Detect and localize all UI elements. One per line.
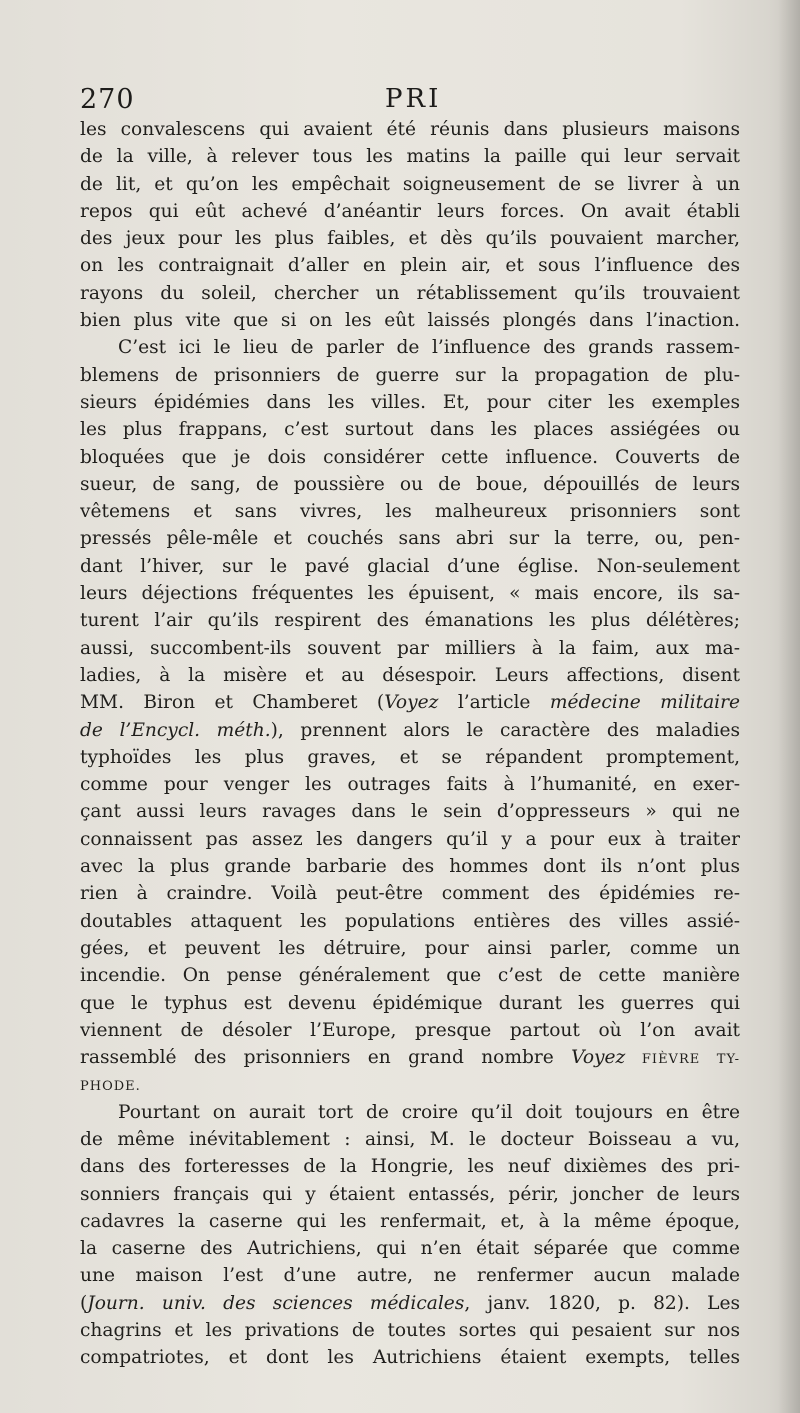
text-line: sueur, de sang, de poussière ou de boue, dépouillés de leurs bbox=[80, 473, 740, 495]
italic-source: de l’Encycl. méth. bbox=[80, 719, 271, 741]
text-line: de la ville, à relever tous les matins la paille qui leur servait bbox=[80, 146, 740, 168]
italic-voyez: Voyez bbox=[384, 692, 439, 714]
text-line: bien plus vite que si on les eût laissés plongés dans l’inaction. bbox=[80, 310, 740, 332]
text-line bbox=[80, 1071, 740, 1098]
text-line: çant aussi leurs ravages dans le sein d’oppresseurs » qui ne bbox=[80, 801, 740, 823]
text-line: rien à craindre. Voilà peut-être comment des épidémies re- bbox=[80, 883, 740, 905]
text-line: connaissent pas assez les dangers qu’il y a pour eux à traiter bbox=[80, 828, 740, 850]
italic-journal-title: Journ. univ. des sciences médicales bbox=[87, 1292, 465, 1314]
text-line: ladies, à la misère et au désespoir. Leurs affections, disent bbox=[80, 664, 740, 686]
text-line: de même inévitablement : ainsi, M. le docteur Boisseau a vu, bbox=[80, 1128, 740, 1150]
running-head: PRI bbox=[385, 84, 442, 114]
cross-reference: PHODE. bbox=[80, 1079, 141, 1095]
text-line: des jeux pour les plus faibles, et dès qu’ils pouvaient marcher, bbox=[80, 228, 740, 250]
page-number: 270 bbox=[80, 84, 135, 115]
text-line: doutables attaquent les populations entières des villes assié- bbox=[80, 910, 740, 932]
text-line: pressés pêle-mêle et couchés sans abri sur la terre, ou, pen- bbox=[80, 528, 740, 550]
text-line: rassemblé des prisonniers en grand nombre Voyez FIÈVRE TY- bbox=[80, 1047, 740, 1069]
text-line: MM. Biron et Chamberet (Voyez l’article médecine militaire bbox=[80, 692, 740, 714]
text-line: chagrins et les privations de toutes sortes qui pesaient sur nos bbox=[80, 1320, 740, 1342]
text-line: cadavres la caserne qui les renfermait, et, à la même époque, bbox=[80, 1210, 740, 1232]
text-line: de lit, et qu’on les empêchait soigneusement de se livrer à un bbox=[80, 173, 740, 195]
text-line: aussi, succombent-ils souvent par milliers à la faim, aux ma- bbox=[80, 637, 740, 659]
text-line: que le typhus est devenu épidémique durant les guerres qui bbox=[80, 992, 740, 1014]
text-line: compatriotes, et dont les Autrichiens étaient exempts, telles bbox=[80, 1347, 740, 1369]
page-edge-shadow bbox=[778, 0, 800, 1413]
text-line: rayons du soleil, chercher un rétablissement qu’ils trouvaient bbox=[80, 282, 740, 304]
paragraph-start-line: Pourtant on aurait tort de croire qu’il doit toujours en être bbox=[118, 1101, 740, 1123]
text-line: sonniers français qui y étaient entassés, périr, joncher de leurs bbox=[80, 1183, 740, 1205]
body-text bbox=[80, 116, 740, 1372]
text-line: turent l’air qu’ils respirent des émanations les plus délétères; bbox=[80, 610, 740, 632]
text-line: gées, et peuvent les détruire, pour ainsi parler, comme un bbox=[80, 937, 740, 959]
text-line: dans des forteresses de la Hongrie, les neuf dixièmes des pri- bbox=[80, 1156, 740, 1178]
text-line: leurs déjections fréquentes les épuisent, « mais encore, ils sa- bbox=[80, 583, 740, 605]
text-line: sieurs épidémies dans les villes. Et, pour citer les exemples bbox=[80, 391, 740, 413]
paragraph-start-line: C’est ici le lieu de parler de l’influence des grands rassem- bbox=[118, 337, 740, 359]
text-line: les convalescens qui avaient été réunis dans plusieurs maisons bbox=[80, 119, 740, 140]
text-line: une maison l’est d’une autre, ne renfermer aucun malade bbox=[80, 1265, 740, 1287]
text-line: les plus frappans, c’est surtout dans les places assiégées ou bbox=[80, 419, 740, 441]
text-line: blemens de prisonniers de guerre sur la propagation de plu- bbox=[80, 364, 740, 386]
page-header bbox=[80, 84, 740, 120]
text-line: repos qui eût achevé d’anéantir leurs forces. On avait établi bbox=[80, 200, 740, 222]
text-line: incendie. On pense généralement que c’est de cette manière bbox=[80, 965, 740, 987]
text-line: on les contraignait d’aller en plein air, et sous l’influence des bbox=[80, 255, 740, 277]
text-line: viennent de désoler l’Europe, presque partout où l’on avait bbox=[80, 1019, 740, 1041]
text-line: dant l’hiver, sur le pavé glacial d’une église. Non-seulement bbox=[80, 555, 740, 577]
italic-voyez: Voyez bbox=[571, 1047, 626, 1069]
text-line: bloquées que je dois considérer cette influence. Couverts de bbox=[80, 446, 740, 468]
text-line: de l’Encycl. méth.), prennent alors le caractère des maladies bbox=[80, 719, 740, 741]
cross-reference: FIÈVRE TY- bbox=[625, 1052, 740, 1068]
italic-article-title: médecine militaire bbox=[549, 692, 740, 714]
text-line: avec la plus grande barbarie des hommes dont ils n’ont plus bbox=[80, 856, 740, 878]
text-line: vêtemens et sans vivres, les malheureux prisonniers sont bbox=[80, 501, 740, 523]
text-line: la caserne des Autrichiens, qui n’en était séparée que comme bbox=[80, 1238, 740, 1260]
text-line: typhoïdes les plus graves, et se répandent promptement, bbox=[80, 746, 740, 768]
text-line: (Journ. univ. des sciences médicales, janv. 1820, p. 82). Les bbox=[80, 1292, 740, 1314]
text-line: comme pour venger les outrages faits à l’humanité, en exer- bbox=[80, 774, 740, 796]
